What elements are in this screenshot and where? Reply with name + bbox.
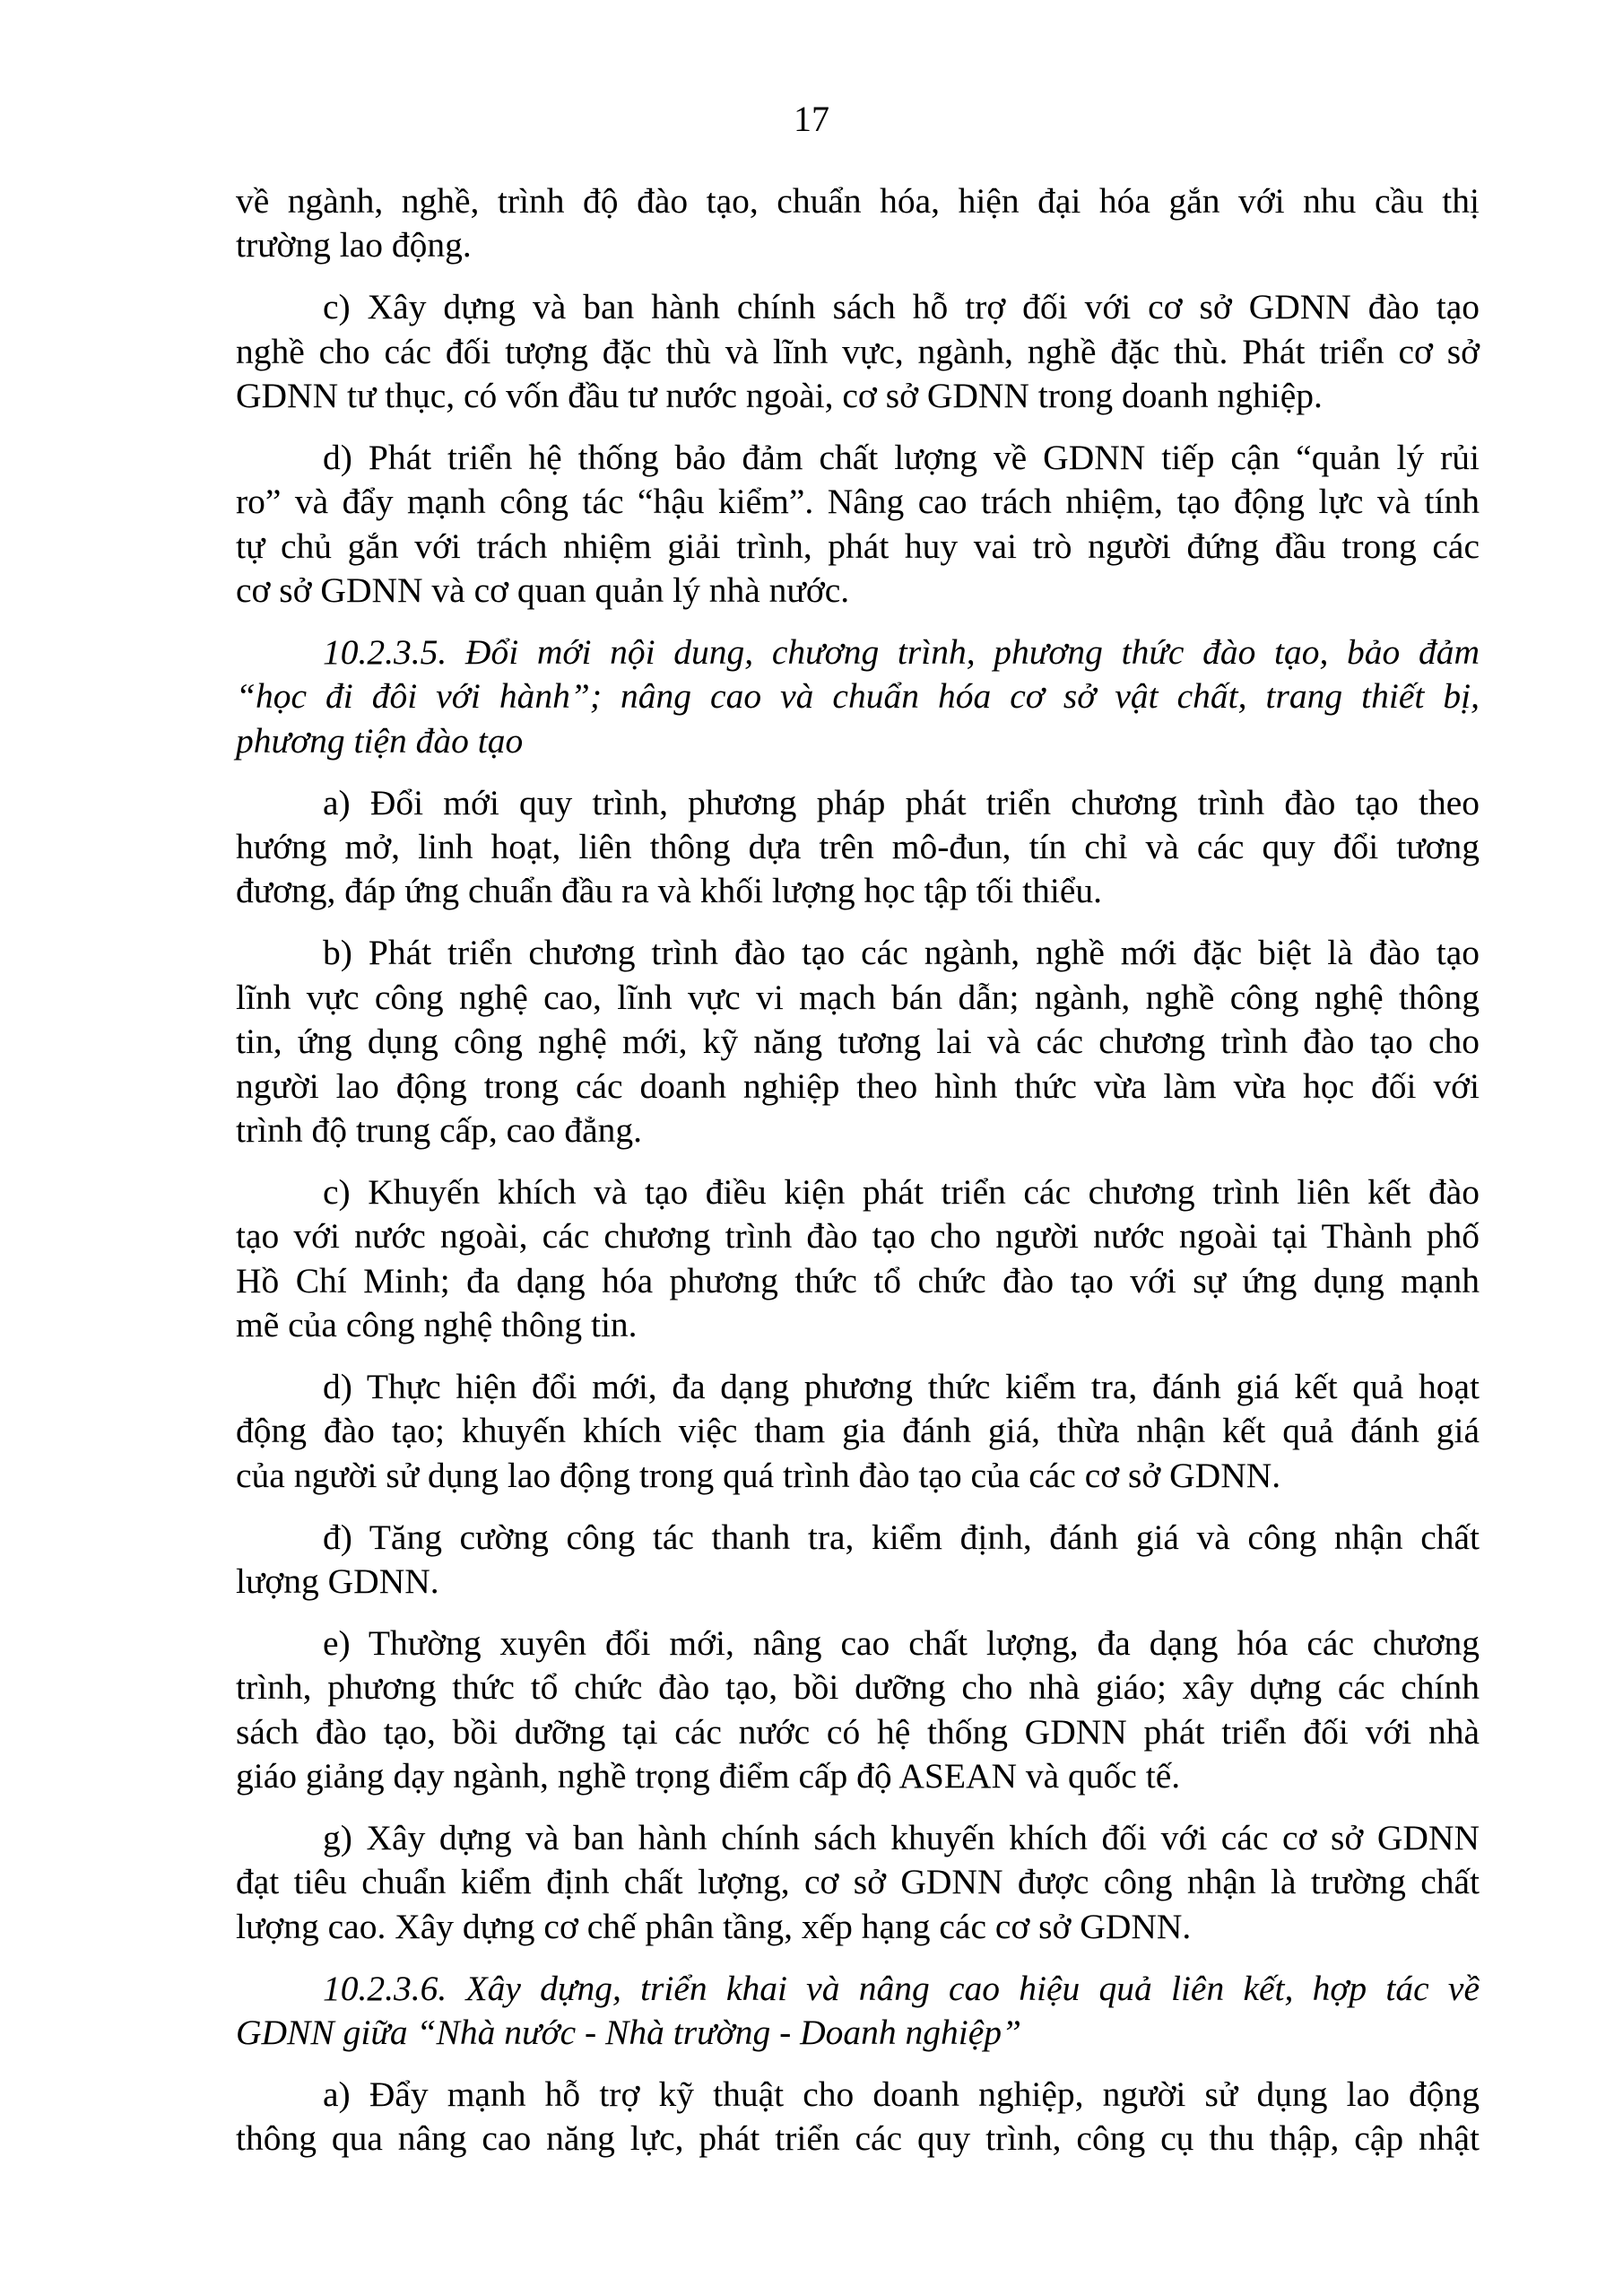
text-line: lượng GDNN. — [236, 1561, 439, 1601]
text-line: người lao động trong các doanh nghiệp theo hình thức vừa làm vừa học đối với — [236, 1065, 1480, 1106]
text-line: tự chủ gắn với trách nhiệm giải trình, phát huy vai trò người đứng đầu trong các — [236, 526, 1480, 566]
paragraph — [236, 1516, 1480, 1605]
text-line: a) Đẩy mạnh hỗ trợ kỹ thuật cho doanh nghiệp, người sử dụng lao động — [323, 2074, 1480, 2114]
text-line: e) Thường xuyên đổi mới, nâng cao chất lượng, đa dạng hóa các chương — [323, 1622, 1480, 1663]
text-line: “học đi đôi với hành”; nâng cao và chuẩn hóa cơ sở vật chất, trang thiết bị, — [236, 676, 1480, 717]
text-line: d) Phát triển hệ thống bảo đảm chất lượng về GDNN tiếp cận “quản lý rủi — [323, 437, 1480, 477]
text-line: a) Đổi mới quy trình, phương pháp phát triển chương trình đào tạo theo — [323, 782, 1480, 822]
text-line: tin, ứng dụng công nghệ mới, kỹ năng tương lai và các chương trình đào tạo cho — [236, 1022, 1480, 1062]
page-number: 17 — [794, 99, 829, 139]
text-line: mẽ của công nghệ thông tin. — [236, 1304, 638, 1344]
text-line: GDNN tư thục, có vốn đầu tư nước ngoài, cơ sở GDNN trong doanh nghiệp. — [236, 376, 1323, 416]
text-line: đương, đáp ứng chuẩn đầu ra và khối lượng học tập tối thiểu. — [236, 871, 1103, 911]
paragraph — [236, 1816, 1480, 1949]
text-line: giáo giảng dạy ngành, nghề trọng điểm cấp độ ASEAN và quốc tế. — [236, 1756, 1181, 1796]
text-line: hướng mở, linh hoạt, liên thông dựa trên mô-đun, tín chỉ và các quy đổi tương — [236, 827, 1480, 867]
text-line: nghề cho các đối tượng đặc thù và lĩnh vực, ngành, nghề đặc thù. Phát triển cơ sở — [236, 331, 1480, 371]
document-body — [236, 179, 1480, 2179]
text-line: động đào tạo; khuyến khích việc tham gia đánh giá, thừa nhận kết quả đánh giá — [236, 1411, 1480, 1451]
text-line: cơ sở GDNN và cơ quan quản lý nhà nước. — [236, 570, 850, 611]
text-line: 10.2.3.6. Xây dựng, triển khai và nâng cao hiệu quả liên kết, hợp tác về — [323, 1968, 1480, 2008]
text-line: tạo với nước ngoài, các chương trình đào tạo cho người nước ngoài tại Thành phố — [236, 1216, 1480, 1257]
text-line: c) Xây dựng và ban hành chính sách hỗ trợ đối với cơ sở GDNN đào tạo — [323, 287, 1480, 327]
text-line: đạt tiêu chuẩn kiểm định chất lượng, cơ sở GDNN được công nhận là trường chất — [236, 1862, 1480, 1902]
text-line: về ngành, nghề, trình độ đào tạo, chuẩn hóa, hiện đại hóa gắn với nhu cầu thị — [236, 181, 1480, 221]
text-line: trình, phương thức tổ chức đào tạo, bồi dưỡng cho nhà giáo; xây dựng các chính — [236, 1667, 1480, 1708]
text-line: thông qua nâng cao năng lực, phát triển các quy trình, công cụ thu thập, cập nhật — [236, 2118, 1480, 2159]
paragraph — [236, 436, 1480, 613]
paragraph — [236, 1622, 1480, 1799]
text-line: phương tiện đào tạo — [236, 720, 524, 761]
text-line: sách đào tạo, bồi dưỡng tại các nước có hệ thống GDNN phát triển đối với nhà — [236, 1711, 1480, 1752]
text-line: trình độ trung cấp, cao đẳng. — [236, 1109, 643, 1150]
paragraph — [236, 781, 1480, 914]
text-line: g) Xây dựng và ban hành chính sách khuyến khích đối với các cơ sở GDNN — [323, 1817, 1480, 1857]
paragraph — [236, 285, 1480, 418]
section-heading — [236, 631, 1480, 763]
text-line: d) Thực hiện đổi mới, đa dạng phương thức kiểm tra, đánh giá kết quả hoạt — [323, 1366, 1480, 1406]
text-line: 10.2.3.5. Đổi mới nội dung, chương trình, phương thức đào tạo, bảo đảm — [323, 632, 1480, 673]
text-line: c) Khuyến khích và tạo điều kiện phát triển các chương trình liên kết đào — [323, 1171, 1480, 1212]
text-line: lĩnh vực công nghệ cao, lĩnh vực vi mạch bán dẫn; ngành, nghề công nghệ thông — [236, 977, 1480, 1017]
text-line: GDNN giữa “Nhà nước - Nhà trường - Doanh nghiệp” — [236, 2012, 1021, 2052]
paragraph — [236, 1170, 1480, 1348]
paragraph — [236, 1365, 1480, 1498]
text-line: trường lao động. — [236, 225, 472, 265]
text-line: b) Phát triển chương trình đào tạo các ngành, nghề mới đặc biệt là đào tạo — [323, 933, 1480, 973]
text-line: của người sử dụng lao động trong quá trình đào tạo của các cơ sở GDNN. — [236, 1455, 1281, 1495]
text-line: Hồ Chí Minh; đa dạng hóa phương thức tổ chức đào tạo với sự ứng dụng mạnh — [236, 1260, 1480, 1300]
paragraph — [236, 931, 1480, 1152]
text-line: ro” và đẩy mạnh công tác “hậu kiểm”. Nâng cao trách nhiệm, tạo động lực và tính — [236, 482, 1480, 522]
text-line: lượng cao. Xây dựng cơ chế phân tầng, xếp hạng các cơ sở GDNN. — [236, 1906, 1192, 1946]
paragraph — [236, 179, 1480, 268]
paragraph — [236, 2073, 1480, 2161]
section-heading — [236, 1967, 1480, 2056]
text-line: đ) Tăng cường công tác thanh tra, kiểm định, đánh giá và công nhận chất — [323, 1517, 1480, 1557]
